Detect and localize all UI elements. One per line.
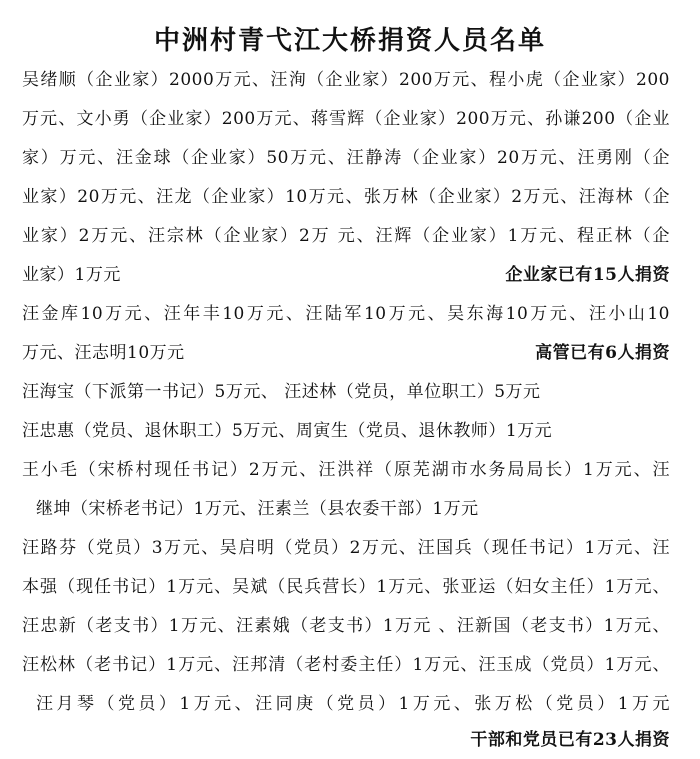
text-line: 继坤（宋桥老书记）1万元、汪素兰（县农委干部）1万元 — [36, 499, 479, 519]
text-line: 王小毛（宋桥村现任书记）2万元、汪洪祥（原芜湖市水务局局长）1万元、汪 — [22, 460, 670, 480]
text-line: 汪松林（老书记）1万元、汪邦清（老村委主任）1万元、汪玉成（党员）1万元、 — [22, 655, 670, 675]
text-line: 业家）20万元、汪龙（企业家）10万元、张万林（企业家）2万元、汪海林（企 — [22, 187, 670, 207]
text-line: 本强（现任书记）1万元、吴斌（民兵营长）1万元、张亚运（妇女主任）1万元、 — [22, 577, 670, 597]
entrepreneurs-summary: 企业家已有15人捐资 — [505, 265, 670, 285]
text-line: 汪海宝（下派第一书记）5万元、 汪述林（党员，单位职工）5万元 — [22, 382, 541, 402]
text-line: 汪月琴（党员）1万元、汪同庚（党员）1万元、张万松（党员）1万元 — [36, 694, 670, 714]
text-line: 吴绪顺（企业家）2000万元、汪洵（企业家）200万元、程小虎（企业家）200 — [22, 70, 670, 90]
text-line: 万元、文小勇（企业家）200万元、蒋雪辉（企业家）200万元、孙谦200（企业 — [22, 109, 670, 129]
text-line: 家）万元、汪金球（企业家）50万元、汪静涛（企业家）20万元、汪勇刚（企 — [22, 148, 670, 168]
document-title: 中洲村青弋江大桥捐资人员名单 — [153, 26, 546, 56]
text-line: 汪金库10万元、汪年丰10万元、汪陆军10万元、吴东海10万元、汪小山10 — [22, 304, 670, 324]
text-segment: 万元、汪志明10万元 — [22, 343, 185, 363]
text-line: 汪忠惠（党员、退休职工）5万元、周寅生（党员、退休教师）1万元 — [22, 421, 553, 441]
text-line: 汪忠新（老支书）1万元、汪素娥（老支书）1万元 、汪新国（老支书）1万元、 — [22, 616, 670, 636]
text-line-with-summary — [22, 263, 670, 287]
text-segment: 业家）1万元 — [22, 265, 121, 285]
executives-summary: 高管已有6人捐资 — [535, 343, 670, 363]
cadres-summary: 干部和党员已有23人捐资 — [470, 730, 670, 750]
text-line-with-summary — [22, 341, 670, 365]
text-line: 业家）2万元、汪宗林（企业家）2万 元、汪辉（企业家）1万元、程正林（企 — [22, 226, 670, 246]
text-line: 汪路芬（党员）3万元、吴启明（党员）2万元、汪国兵（现任书记）1万元、汪 — [22, 538, 670, 558]
